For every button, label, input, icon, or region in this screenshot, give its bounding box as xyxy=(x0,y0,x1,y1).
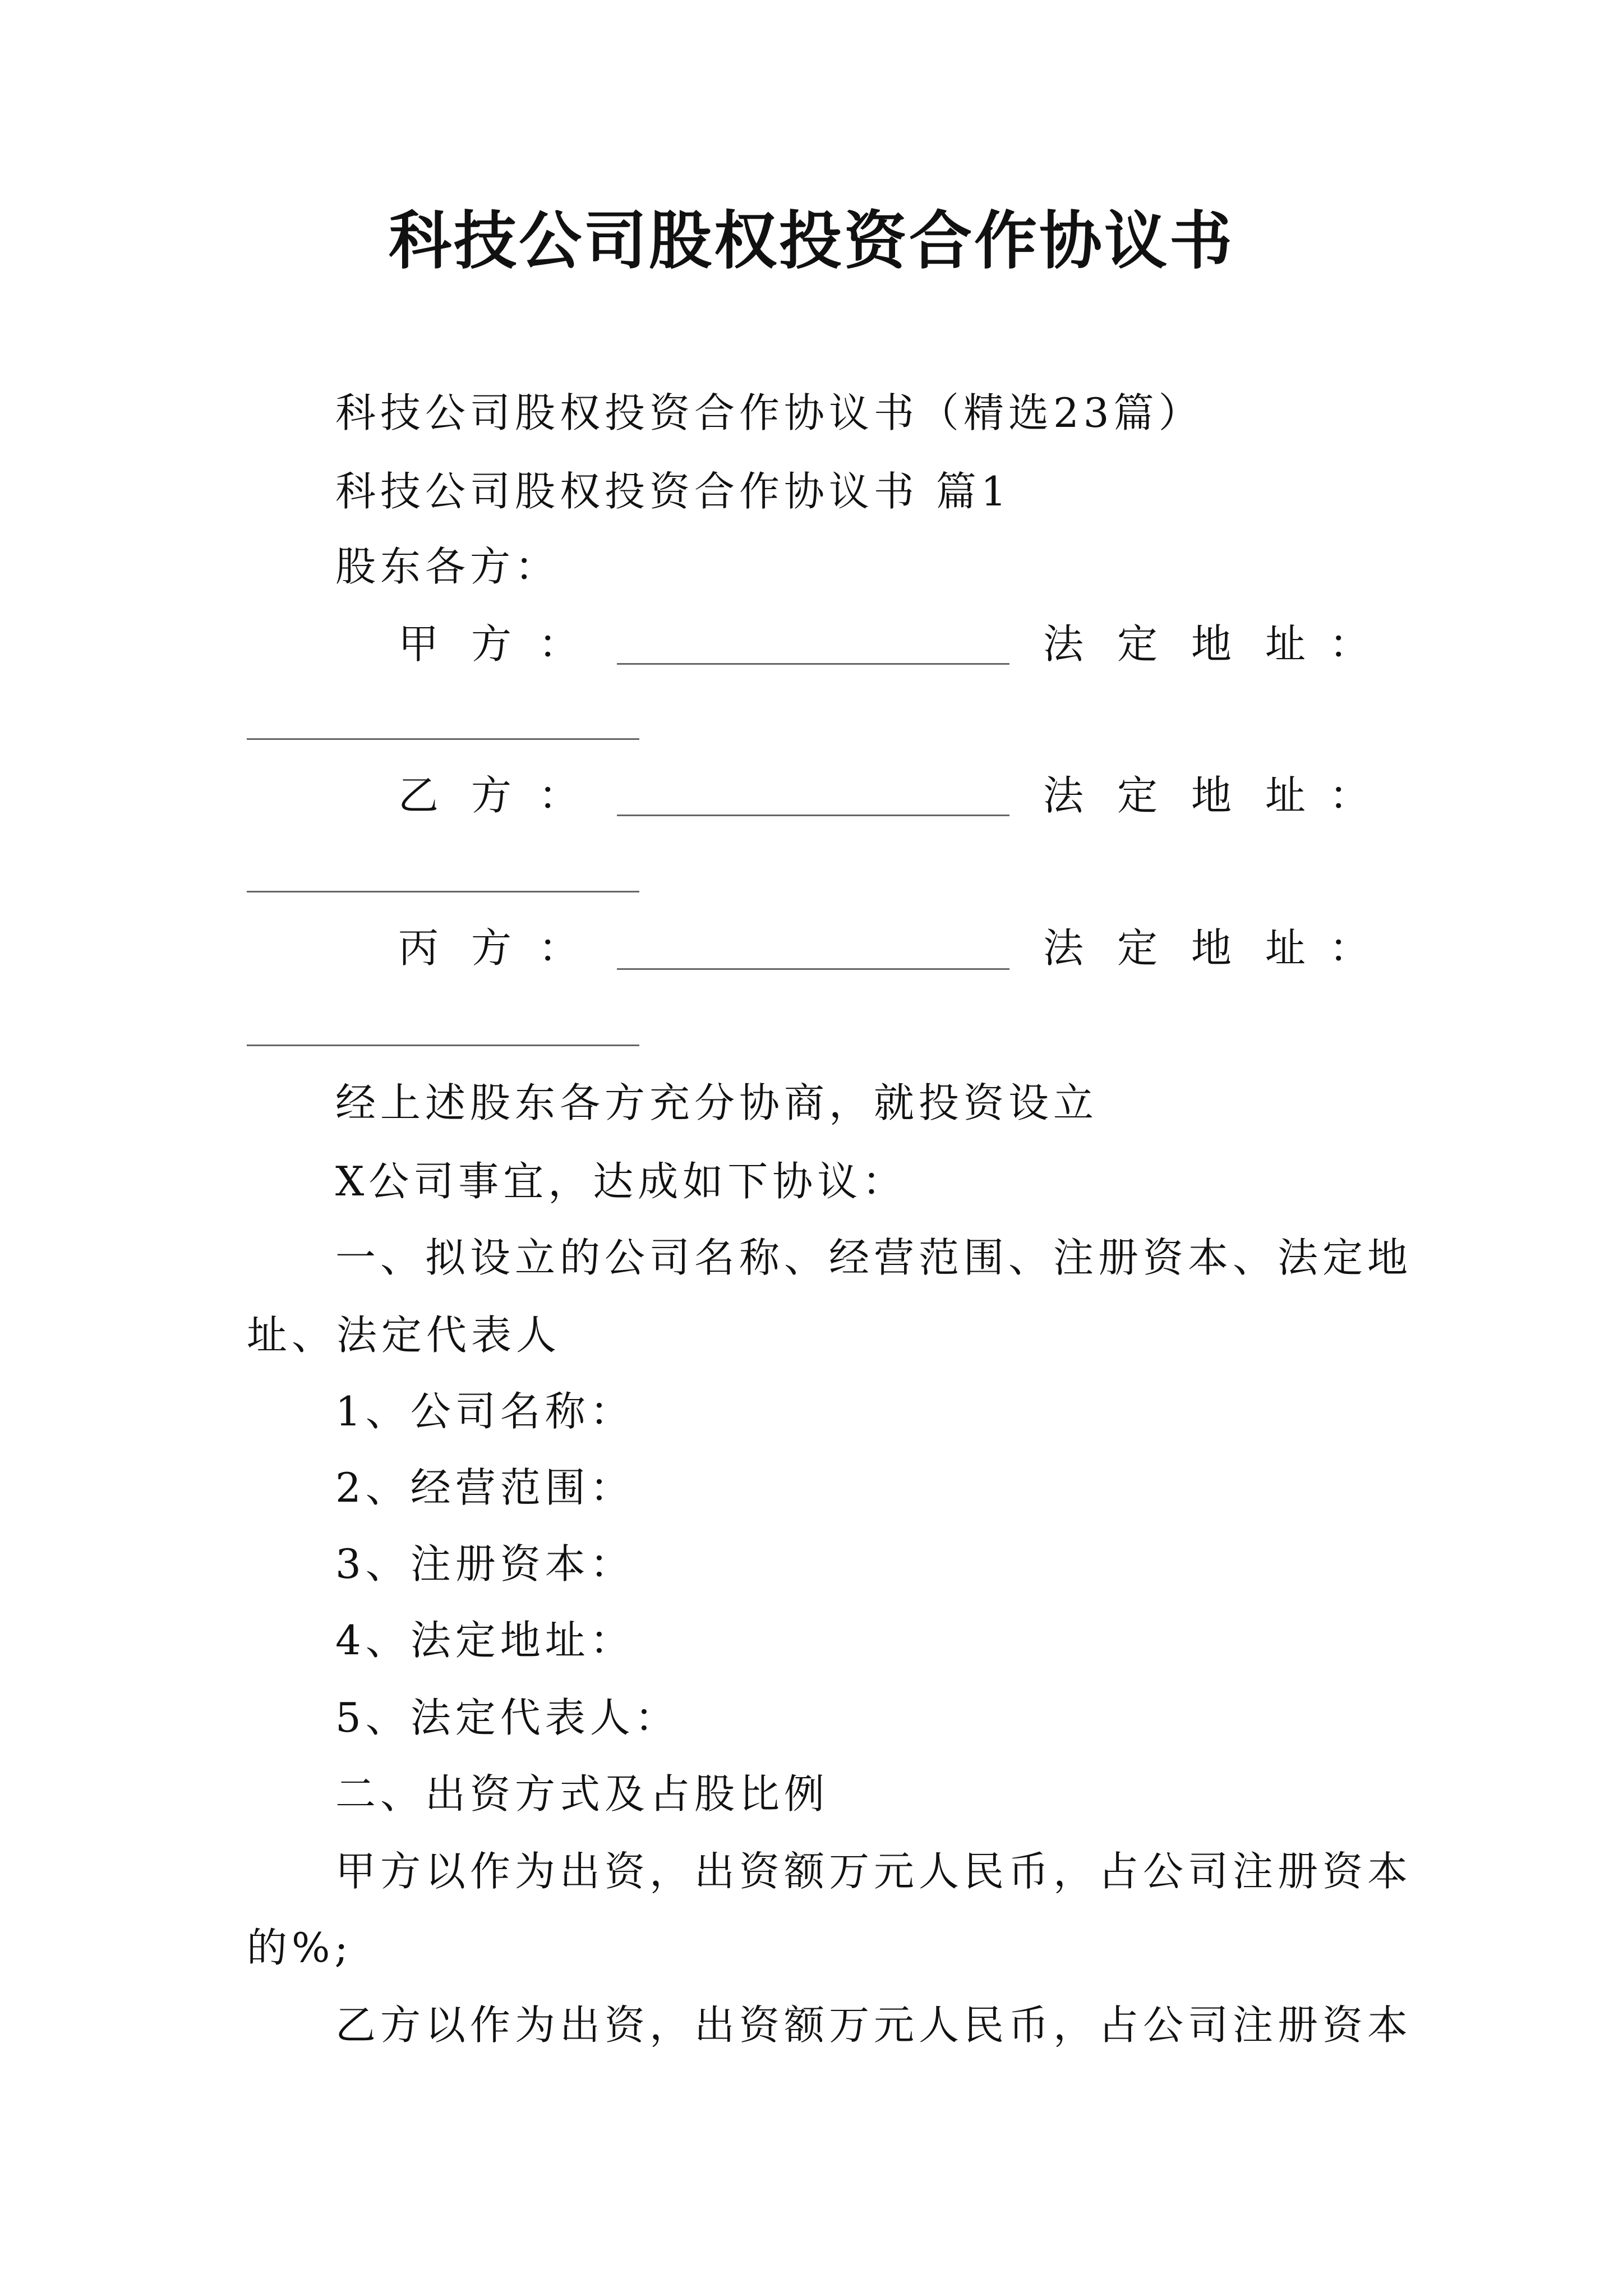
address-colon: ： xyxy=(1329,620,1370,668)
paragraph: 乙方以作为出资，出资额万元人民币，占公司注册资本 xyxy=(335,2001,1413,2049)
party-name-blank xyxy=(617,663,1009,665)
party-name: 甲方 xyxy=(398,620,545,668)
address-colon: ： xyxy=(1329,772,1370,819)
party-name-blank xyxy=(617,815,1009,816)
paragraph: 一、拟设立的公司名称、经营范围、注册资本、法定地 xyxy=(335,1234,1413,1281)
party-name-blank xyxy=(617,968,1009,970)
party-colon: ： xyxy=(538,924,579,972)
shareholders-label: 股东各方： xyxy=(335,543,560,590)
paragraph: 甲方以作为出资，出资额万元人民币，占公司注册资本 xyxy=(335,1848,1413,1895)
document-title: 科技公司股权投资合作协议书 xyxy=(389,204,1234,278)
address-blank xyxy=(247,738,639,740)
section-heading: 科技公司股权投资合作协议书 篇1 xyxy=(335,468,1011,515)
party-colon: ： xyxy=(538,620,579,668)
list-item: 5、法定代表人： xyxy=(335,1694,680,1741)
party-name: 丙方 xyxy=(398,924,545,972)
address-blank xyxy=(247,891,639,892)
list-item: 4、法定地址： xyxy=(335,1617,635,1664)
paragraph-continuation: 址、法定代表人 xyxy=(247,1312,561,1359)
document-subtitle: 科技公司股权投资合作协议书（精选23篇） xyxy=(335,389,1204,436)
address-label: 法定地址 xyxy=(1043,620,1340,668)
address-blank xyxy=(247,1045,639,1046)
paragraph: 经上述股东各方充分协商，就投资设立 xyxy=(335,1079,1099,1126)
address-label: 法定地址 xyxy=(1043,772,1340,819)
party-name: 乙方 xyxy=(398,772,545,819)
address-colon: ： xyxy=(1329,924,1370,972)
list-item: 2、经营范围： xyxy=(335,1464,635,1511)
section-heading-2: 二、出资方式及占股比例 xyxy=(335,1770,829,1818)
address-label: 法定地址 xyxy=(1043,924,1340,972)
list-item: 1、公司名称： xyxy=(335,1388,635,1435)
list-item: 3、注册资本： xyxy=(335,1540,635,1588)
paragraph-continuation: 的%; xyxy=(247,1924,353,1971)
paragraph: X公司事宜，达成如下协议： xyxy=(335,1158,907,1205)
party-colon: ： xyxy=(538,772,579,819)
